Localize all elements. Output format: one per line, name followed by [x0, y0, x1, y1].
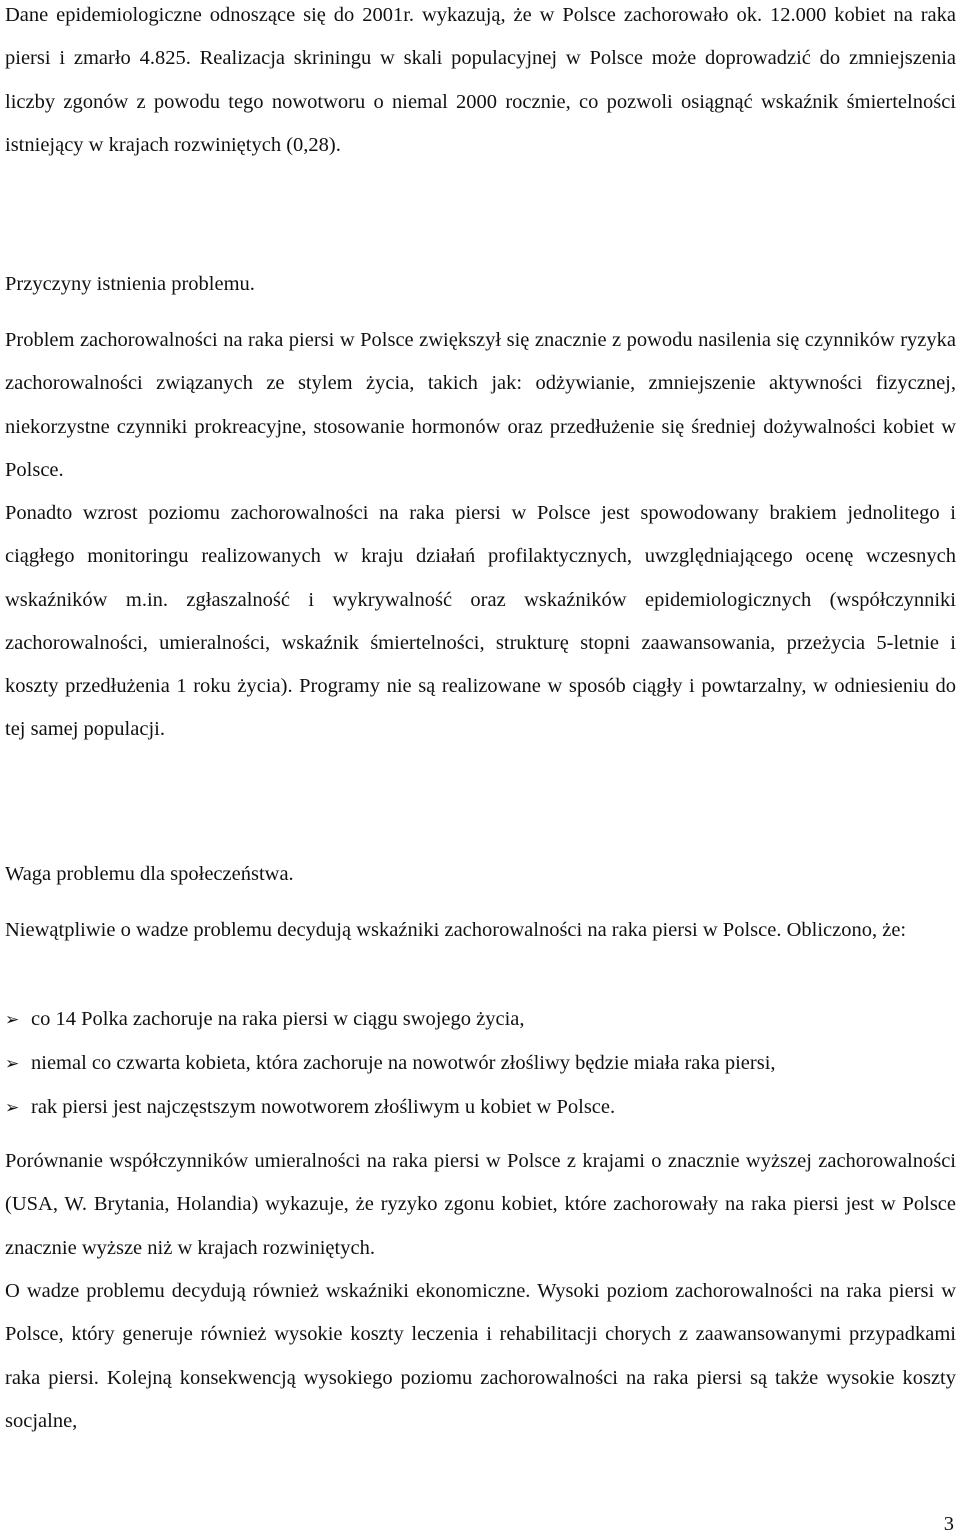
- intro-paragraph: Dane epidemiologiczne odnoszące się do 2001r. wykazują, że w Polsce zachorowało ok. 12.000 kobiet na raka piersi i zmarło 4.825. Realizacja skriningu w skali populacyjnej w Polsce może doprowadzić do zmniejszenia liczby zgonów z powodu tego nowotworu o niemal 2000 rocznie, co pozwoli osiągnąć wskaźnik śmiertelności istniejący w krajach rozwiniętych (0,28).: [5, 4, 956, 156]
- page-number: 3: [943, 1513, 954, 1535]
- arrow-bullet-icon: ➢: [5, 1053, 20, 1073]
- weight-intro-paragraph: Niewątpliwie o wadze problemu decydują wskaźniki zachorowalności na raka piersi w Polsce. Obliczono, że:: [5, 919, 907, 941]
- arrow-bullet-icon: ➢: [5, 1009, 20, 1029]
- list-item-text: rak piersi jest najczęstszym nowotworem złośliwym u kobiet w Polsce.: [31, 1096, 616, 1118]
- list-item: [5, 1041, 956, 1085]
- list-item-text: niemal co czwarta kobieta, która zachoruje na nowotwór złośliwy będzie miała raka piersi,: [31, 1052, 776, 1074]
- causes-paragraph-2: Ponadto wzrost poziomu zachorowalności na raka piersi w Polsce jest spowodowany brakiem jednolitego i ciągłego monitoringu realizowanych w kraju działań profilaktycznych, uwzględniającego ocenę wczesnych wskaźników m.in. zgłaszalność i wykrywalność oraz wskaźników epidemiologicznych (współczynniki zachorowalności, umieralności, wskaźnik śmiertelności, strukturę stopni zaawansowania, przeżycia 5-letnie i koszty przedłużenia 1 roku życia). Programy nie są realizowane w sposób ciągły i powtarzalny, w odniesieniu do tej samej populacji.: [5, 502, 956, 741]
- list-item: [5, 997, 956, 1041]
- list-item-text: co 14 Polka zachoruje na raka piersi w ciągu swojego życia,: [31, 1008, 525, 1030]
- arrow-bullet-icon: ➢: [5, 1097, 20, 1117]
- bullet-list: [5, 997, 956, 1129]
- comparison-paragraph: Porównanie współczynników umieralności na raka piersi w Polsce z krajami o znacznie wyższej zachorowalności (USA, W. Brytania, Holandia) wykazuje, że ryzyko zgonu kobiet, które zachorowały na raka piersi jest w Polsce znacznie wyższe niż w krajach rozwiniętych.: [5, 1150, 956, 1259]
- causes-paragraph-1: Problem zachorowalności na raka piersi w Polsce zwiększył się znacznie z powodu nasilenia się czynników ryzyka zachorowalności związanych ze stylem życia, takich jak: odżywianie, zmniejszenie aktywności fizycznej, niekorzystne czynniki prokreacyjne, stosowanie hormonów oraz przedłużenie się średniej dożywalności kobiet w Polsce.: [5, 329, 956, 481]
- list-item: [5, 1085, 956, 1129]
- weight-heading: Waga problemu dla społeczeństwa.: [5, 863, 294, 885]
- economic-paragraph: O wadze problemu decydują również wskaźniki ekonomiczne. Wysoki poziom zachorowalności na raka piersi w Polsce, który generuje również wysokie koszty leczenia i rehabilitacji chorych z zaawansowanymi przypadkami raka piersi. Kolejną konsekwencją wysokiego poziomu zachorowalności na raka piersi są także wysokie koszty socjalne,: [5, 1280, 956, 1432]
- causes-heading: Przyczyny istnienia problemu.: [5, 273, 255, 295]
